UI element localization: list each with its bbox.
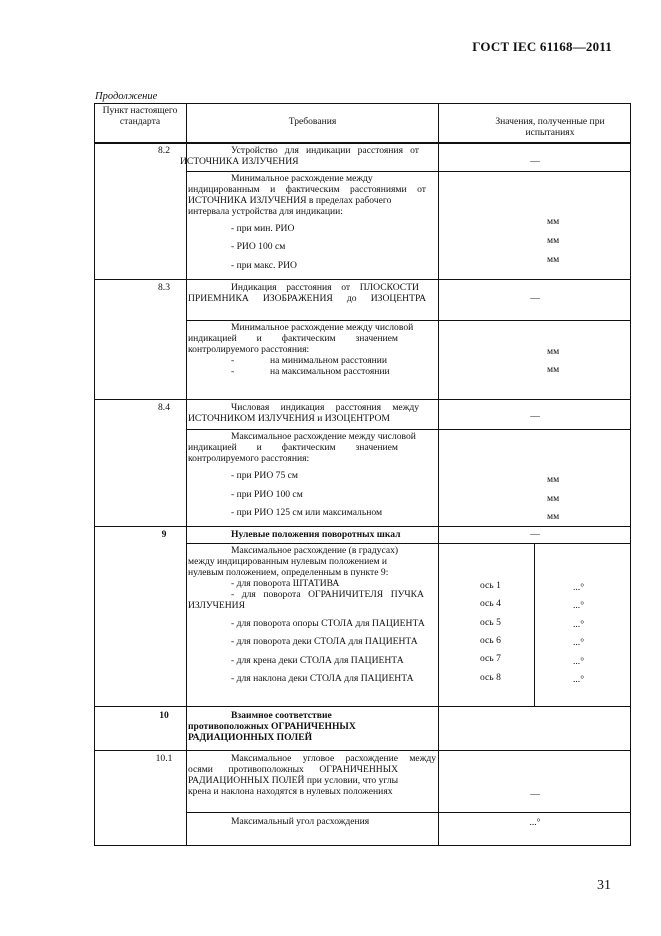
col-header-requirements: Требования [288, 116, 337, 127]
r84-title-line1: Числовая индикация расстояния между [231, 402, 419, 413]
r9-item2-line2: ИЗЛУЧЕНИЯ [188, 600, 245, 611]
r82-item1: - при мин. РИО [231, 223, 295, 234]
standard-header: ГОСТ IEC 61168—2011 [472, 39, 612, 54]
row-divider-8-4 [94, 399, 631, 400]
r9-val1: ...° [573, 582, 585, 593]
subrow-divider-8-4 [186, 429, 631, 430]
col-header-values: Значения, полученные при испытаниях [495, 116, 605, 139]
r84-unit3: мм [547, 511, 560, 522]
r83-item1: на минимальном расстоянии [270, 355, 388, 366]
r83-dash2: - [231, 366, 235, 377]
r84-desc-line1: Максимальное расхождение между числовой [231, 431, 416, 442]
r9-desc-line2: между индицированным нулевым положением и [188, 556, 388, 567]
clause-9: 9 [161, 529, 167, 540]
r101-desc-line1: Максимальное угловое расхождение между [231, 753, 436, 764]
r9-item5: - для крена деки СТОЛА для ПАЦИЕНТА [231, 655, 404, 666]
r9-item2-line1: - для поворота ОГРАНИЧИТЕЛЯ ПУЧКА [231, 589, 424, 600]
row-divider-8-3 [94, 279, 631, 280]
r101-desc-line4: крена и наклона находятся в нулевых положениях [188, 786, 393, 797]
subrow-divider-10-1 [186, 812, 631, 813]
r82-item3: - при макс. РИО [231, 260, 297, 271]
clause-8-4: 8.4 [158, 402, 170, 413]
col-divider-1 [186, 103, 187, 846]
header-divider [94, 142, 631, 144]
r9-item6: - для наклона деки СТОЛА для ПАЦИЕНТА [231, 673, 414, 684]
r82-unit2: мм [547, 235, 560, 246]
r82-title-line1: Устройство для индикации расстояния от [231, 145, 419, 156]
clause-8-2: 8.2 [158, 145, 170, 156]
r9-value: — [530, 529, 540, 540]
r83-unit2: мм [547, 364, 560, 375]
r84-desc-line2: индикацией и фактическим значением [188, 442, 398, 453]
r82-value: — [530, 156, 540, 167]
col-divider-3 [534, 543, 535, 706]
r101-angle-value: ...° [529, 817, 541, 828]
row-divider-9 [94, 526, 631, 527]
r83-desc-line1: Минимальное расхождение между числовой [231, 322, 414, 333]
r83-item2: на максимальном расстоянии [270, 366, 390, 377]
clause-10-1: 10.1 [155, 753, 173, 764]
table-border-right [630, 103, 631, 846]
r83-dash1: - [231, 355, 235, 366]
r82-desc-line2: индицированным и фактическим расстояниями от [188, 184, 426, 195]
r9-item3: - для поворота опоры СТОЛА для ПАЦИЕНТА [231, 618, 425, 629]
r82-unit3: мм [547, 254, 560, 265]
subrow-divider-8-3 [186, 320, 631, 321]
clause-8-3: 8.3 [158, 282, 170, 293]
r84-item3: - при РИО 125 см или максимальном [231, 507, 383, 518]
r82-title-line2: ИСТОЧНИКА ИЗЛУЧЕНИЯ [180, 156, 299, 167]
table-border-bottom [94, 845, 631, 846]
r84-item2: - при РИО 100 см [231, 489, 303, 500]
subrow-divider-8-2 [186, 171, 631, 172]
r9-item1: - для поворота ШТАТИВА [231, 578, 340, 589]
r9-axis6: ось 6 [480, 635, 501, 646]
r83-desc-line3: контролируемого расстояния: [188, 344, 310, 355]
r82-desc-line3: ИСТОЧНИКА ИЗЛУЧЕНИЯ в пределах рабочего [188, 195, 392, 206]
r82-desc-line4: интервала устройства для индикации: [188, 206, 343, 217]
r9-val2: ...° [573, 600, 585, 611]
r83-title-line1: Индикация расстояния от ПЛОСКОСТИ [231, 282, 419, 293]
r9-axis7: ось 7 [480, 653, 501, 664]
r84-unit2: мм [547, 493, 560, 504]
r9-axis5: ось 5 [480, 617, 501, 628]
r84-title-line2: ИСТОЧНИКОМ ИЗЛУЧЕНИЯ и ИЗОЦЕНТРОМ [188, 413, 390, 424]
col-divider-2 [438, 103, 439, 846]
r9-axis1: ось 1 [480, 580, 501, 591]
subrow-divider-9 [186, 543, 631, 544]
r84-item1: - при РИО 75 см [231, 470, 298, 481]
r84-unit1: мм [547, 474, 560, 485]
r83-title-line2: ПРИЕМНИКА ИЗОБРАЖЕНИЯ до ИЗОЦЕНТРА [188, 293, 426, 304]
r9-val5: ...° [573, 656, 585, 667]
r10-title-line3: РАДИАЦИОННЫХ ПОЛЕЙ [188, 732, 313, 743]
r101-desc-line3: РАДИАЦИОННЫХ ПОЛЕЙ при условии, что углы [188, 775, 399, 786]
r9-desc-line1: Максимальное расхождение (в градусах) [231, 545, 399, 556]
r9-item4: - для поворота деки СТОЛА для ПАЦИЕНТА [231, 636, 418, 647]
r9-val6: ...° [573, 674, 585, 685]
col-header-clause: Пункт настоящего стандарта [102, 105, 178, 128]
r101-desc-line2: осями противоположных ОГРАНИЧЕННЫХ [188, 764, 398, 775]
r9-desc-line3: нулевым положением, определенным в пункте 9: [188, 567, 389, 578]
r9-val4: ...° [573, 637, 585, 648]
r101-angle-label: Максимальный угол расхождения [231, 816, 370, 827]
r9-axis4: ось 4 [480, 598, 501, 609]
r83-value: — [530, 293, 540, 304]
table-border-left [94, 103, 95, 846]
r83-unit1: мм [547, 346, 560, 357]
table-border-top [94, 103, 631, 104]
page-number: 31 [597, 878, 611, 893]
r101-value: — [530, 789, 540, 800]
r84-desc-line3: контролируемого расстояния: [188, 453, 310, 464]
clause-10: 10 [159, 710, 169, 721]
r9-title: Нулевые положения поворотных шкал [231, 529, 401, 540]
r9-axis8: ось 8 [480, 672, 501, 683]
r9-val3: ...° [573, 619, 585, 630]
r10-title-line1: Взаимное соответствие [231, 710, 332, 721]
r82-unit1: мм [547, 216, 560, 227]
requirements-table [94, 103, 631, 846]
r82-item2: - РИО 100 см [231, 241, 286, 252]
r82-desc-line1: Минимальное расхождение между [231, 173, 373, 184]
continuation-label: Продолжение [95, 91, 158, 102]
r84-value: — [530, 411, 540, 422]
r83-desc-line2: индикацией и фактическим значением [188, 333, 398, 344]
row-divider-10-1 [94, 750, 631, 751]
r10-title-line2: противоположных ОГРАНИЧЕННЫХ [188, 721, 356, 732]
row-divider-10 [94, 706, 631, 707]
